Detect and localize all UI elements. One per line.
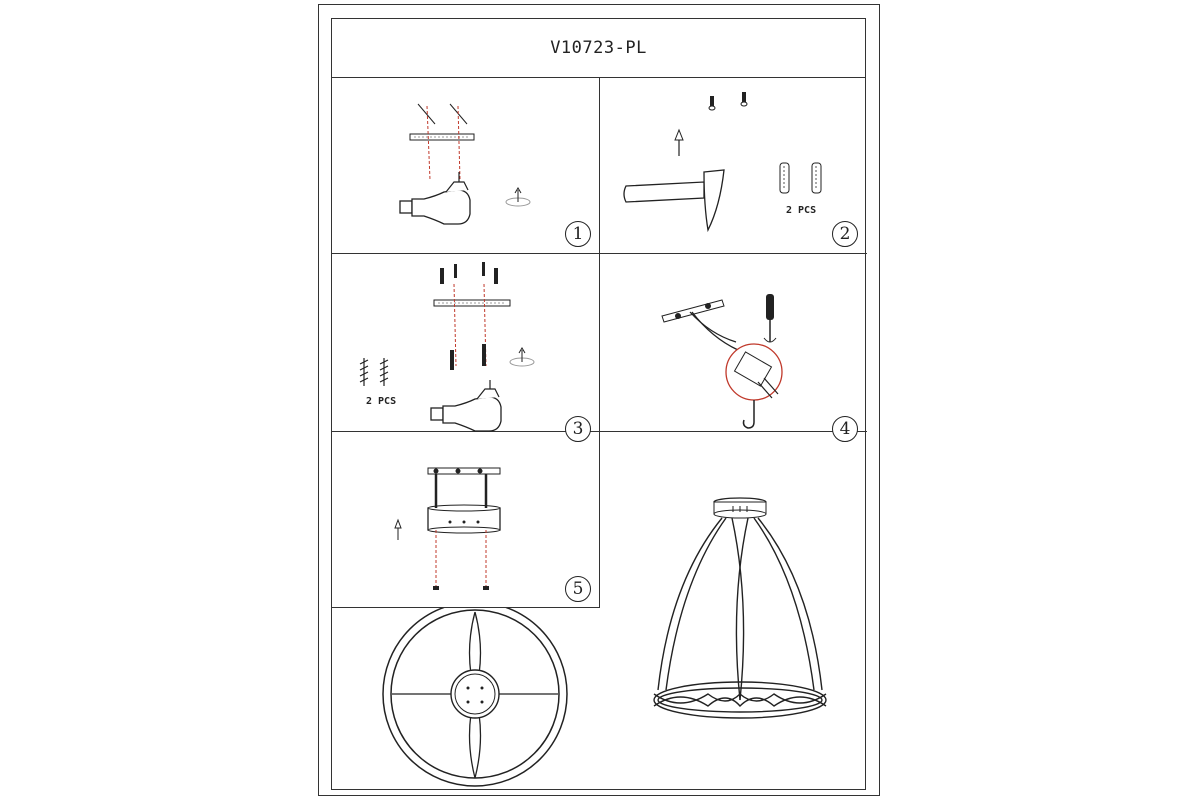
ceiling-bracket-icon — [662, 300, 738, 350]
screw-icon — [709, 92, 747, 110]
step-5-number: 5 — [565, 576, 591, 602]
canopy-icon — [428, 505, 500, 533]
terminal-block-icon — [726, 344, 782, 400]
step-2-number: 2 — [832, 221, 858, 247]
drill-guide-lines — [427, 106, 460, 180]
arrow-up-icon — [675, 130, 683, 156]
step-3-quantity: 2 PCS — [366, 396, 397, 407]
wall-anchor-icon — [780, 163, 821, 193]
instruction-frame — [331, 18, 866, 790]
canopy-icon — [714, 498, 766, 518]
step-1-panel — [332, 78, 600, 254]
hook-icon — [744, 400, 755, 428]
step-4-illustration — [600, 254, 867, 432]
wall-anchor-icon — [506, 188, 530, 206]
screw-icon — [440, 262, 498, 284]
step-2-quantity: 2 PCS — [786, 205, 817, 216]
step-2-illustration — [600, 78, 867, 254]
screw-icon — [450, 344, 486, 370]
top-view-panel — [332, 608, 600, 791]
side-view-panel — [600, 432, 867, 791]
step-2-panel — [600, 78, 867, 254]
pendant-frame — [658, 518, 822, 700]
step-1-illustration — [332, 78, 600, 254]
ceiling-bracket-icon — [410, 104, 474, 140]
step-4-number: 4 — [832, 416, 858, 442]
wall-screws-icon — [360, 358, 388, 386]
step-1-number: 1 — [565, 221, 591, 247]
step-3-panel — [332, 254, 600, 439]
step-5-panel — [332, 432, 600, 608]
drill-icon — [400, 172, 470, 224]
arrow-up-icon — [395, 520, 401, 540]
screwdriver-icon — [764, 294, 776, 342]
drill-icon — [431, 380, 501, 431]
pendant-lamp-icon — [600, 432, 867, 791]
model-title: V10723-PL — [332, 19, 865, 78]
step-3-number: 3 — [565, 416, 591, 442]
lamp-top-view-icon — [332, 608, 600, 791]
step-5-illustration — [332, 432, 600, 608]
wall-anchor-icon — [510, 348, 534, 366]
ceiling-bracket-icon — [434, 300, 510, 306]
step-4-panel — [600, 254, 867, 439]
hammer-icon — [624, 170, 724, 230]
ceiling-bracket-icon — [428, 468, 500, 474]
drill-guide-lines — [454, 284, 486, 366]
